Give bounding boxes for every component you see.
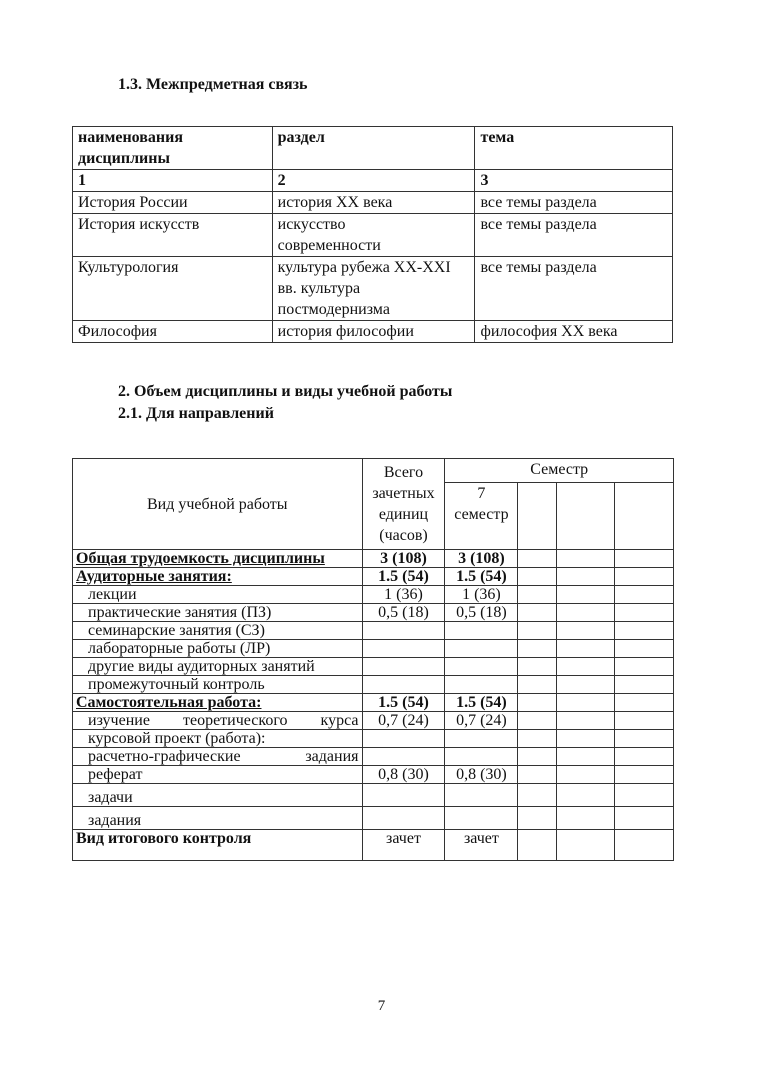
empty-cell (557, 568, 615, 586)
empty-cell (518, 730, 557, 748)
semester-7-cell: 0,5 (18) (445, 604, 518, 622)
table-row (73, 830, 674, 861)
empty-cell (518, 586, 557, 604)
interdisciplinary-table (72, 126, 673, 343)
empty-cell (615, 676, 674, 694)
empty-cell (518, 748, 557, 766)
total-cell: 1.5 (54) (362, 694, 445, 712)
empty-cell (518, 807, 557, 830)
total-cell (362, 748, 445, 766)
empty-cell (557, 730, 615, 748)
total-cell: 1 (36) (362, 586, 445, 604)
work-type-cell: реферат (73, 766, 363, 784)
empty-cell (518, 676, 557, 694)
discipline-cell: Культурология (73, 257, 273, 321)
semester-7-cell (445, 784, 518, 807)
semester-7-cell (445, 676, 518, 694)
empty-cell (518, 658, 557, 676)
discipline-cell: История России (73, 192, 273, 214)
work-type-cell: изучение теоретического курса (73, 712, 363, 730)
work-type-cell: расчетно-графические задания (73, 748, 363, 766)
semester-7-cell (445, 748, 518, 766)
empty-cell (557, 640, 615, 658)
work-type-cell: семинарские занятия (СЗ) (73, 622, 363, 640)
table-row (73, 784, 674, 807)
discipline-cell: История искусств (73, 214, 273, 257)
discipline-cell: Философия (73, 321, 273, 343)
total-cell: 0,7 (24) (362, 712, 445, 730)
empty-cell (557, 784, 615, 807)
work-type-cell: практические занятия (ПЗ) (73, 604, 363, 622)
empty-cell (615, 586, 674, 604)
table-number-row (73, 170, 673, 192)
empty-cell (557, 748, 615, 766)
empty-cell (518, 712, 557, 730)
table-row (73, 550, 674, 568)
empty-cell (615, 622, 674, 640)
empty-cell (557, 550, 615, 568)
work-type-cell: Самостоятельная работа: (73, 694, 363, 712)
empty-cell (557, 658, 615, 676)
table-row (73, 712, 674, 730)
workload-header-row (73, 459, 674, 483)
total-cell: 0,8 (30) (362, 766, 445, 784)
empty-cell (615, 807, 674, 830)
semester-7-cell: 1.5 (54) (445, 568, 518, 586)
section-cell: искусство современности (272, 214, 475, 257)
empty-cell (557, 482, 615, 549)
table-row (73, 214, 673, 257)
table-row (73, 766, 674, 784)
semester-7-cell: 1.5 (54) (445, 694, 518, 712)
table-row (73, 257, 673, 321)
total-cell (362, 807, 445, 830)
page-number: 7 (377, 998, 386, 1014)
table-row (73, 568, 674, 586)
table-row (73, 807, 674, 830)
total-cell (362, 676, 445, 694)
work-type-cell: задачи (73, 784, 363, 807)
empty-cell (615, 748, 674, 766)
semester-7-cell (445, 807, 518, 830)
empty-cell (557, 712, 615, 730)
empty-cell (518, 694, 557, 712)
table-row (73, 676, 674, 694)
topic-cell: философия XX века (475, 321, 673, 343)
header-work-type: Вид учебной работы (73, 459, 363, 550)
topic-cell: все темы раздела (475, 257, 673, 321)
total-cell (362, 640, 445, 658)
table-row (73, 640, 674, 658)
work-type-cell: задания (73, 807, 363, 830)
empty-cell (557, 766, 615, 784)
empty-cell (615, 640, 674, 658)
empty-cell (557, 676, 615, 694)
semester-7-cell: 0,8 (30) (445, 766, 518, 784)
empty-cell (518, 482, 557, 549)
semester-7-cell: 1 (36) (445, 586, 518, 604)
section-cell: культура рубежа XX-XXI вв. культура постмодернизма (272, 257, 475, 321)
topic-cell: все темы раздела (475, 192, 673, 214)
total-cell (362, 730, 445, 748)
semester-7-cell: 0,7 (24) (445, 712, 518, 730)
workload-table (72, 458, 674, 861)
work-type-cell: курсовой проект (работа): (73, 730, 363, 748)
empty-cell (557, 807, 615, 830)
semester-7-cell: зачет (445, 830, 518, 861)
header-semester: Семестр (445, 459, 674, 483)
semester-7-cell (445, 658, 518, 676)
header-topic: тема (475, 127, 673, 170)
topic-cell: все темы раздела (475, 214, 673, 257)
empty-cell (615, 730, 674, 748)
empty-cell (518, 550, 557, 568)
semester-7-cell: 3 (108) (445, 550, 518, 568)
semester-7-cell (445, 730, 518, 748)
total-cell (362, 784, 445, 807)
section-cell: история философии (272, 321, 475, 343)
semester-7-cell (445, 640, 518, 658)
work-type-cell: Аудиторные занятия: (73, 568, 363, 586)
empty-cell (518, 784, 557, 807)
table-row (73, 604, 674, 622)
header-section: раздел (272, 127, 475, 170)
work-type-cell: другие виды аудиторных занятий (73, 658, 363, 676)
table-header-row (73, 127, 673, 170)
table-row (73, 694, 674, 712)
work-type-cell: промежуточный контроль (73, 676, 363, 694)
total-cell (362, 622, 445, 640)
header-total-units: Всего зачетных единиц (часов) (362, 459, 445, 550)
empty-cell (615, 568, 674, 586)
table-row (73, 748, 674, 766)
empty-cell (615, 550, 674, 568)
section-title-1-3: 1.3. Межпредметная связь (118, 76, 308, 93)
total-cell: 1.5 (54) (362, 568, 445, 586)
work-type-cell: лекции (73, 586, 363, 604)
work-type-cell: лабораторные работы (ЛР) (73, 640, 363, 658)
empty-cell (557, 586, 615, 604)
empty-cell (557, 830, 615, 861)
empty-cell (518, 640, 557, 658)
table-row (73, 622, 674, 640)
col-number: 2 (272, 170, 475, 192)
table-row (73, 192, 673, 214)
total-cell: 3 (108) (362, 550, 445, 568)
empty-cell (615, 482, 674, 549)
table-row (73, 586, 674, 604)
work-type-cell: Общая трудоемкость дисциплины (73, 550, 363, 568)
work-type-cell: Вид итогового контроля (73, 830, 363, 861)
empty-cell (615, 766, 674, 784)
semester-7-cell (445, 622, 518, 640)
empty-cell (615, 604, 674, 622)
empty-cell (518, 604, 557, 622)
empty-cell (615, 712, 674, 730)
empty-cell (557, 604, 615, 622)
total-cell: 0,5 (18) (362, 604, 445, 622)
empty-cell (557, 694, 615, 712)
table-row (73, 730, 674, 748)
col-number: 1 (73, 170, 273, 192)
header-discipline: наименования дисциплины (73, 127, 273, 170)
header-semester-7: 7 семестр (445, 482, 518, 549)
total-cell: зачет (362, 830, 445, 861)
empty-cell (615, 830, 674, 861)
section-title-2: 2. Объем дисциплины и виды учебной работы (118, 383, 453, 400)
empty-cell (518, 830, 557, 861)
empty-cell (518, 766, 557, 784)
empty-cell (615, 694, 674, 712)
empty-cell (518, 568, 557, 586)
section-cell: история XX века (272, 192, 475, 214)
table-row (73, 321, 673, 343)
empty-cell (615, 658, 674, 676)
empty-cell (557, 622, 615, 640)
total-cell (362, 658, 445, 676)
section-subtitle-2-1: 2.1. Для направлений (118, 405, 274, 422)
table-row (73, 658, 674, 676)
empty-cell (615, 784, 674, 807)
col-number: 3 (475, 170, 673, 192)
empty-cell (518, 622, 557, 640)
